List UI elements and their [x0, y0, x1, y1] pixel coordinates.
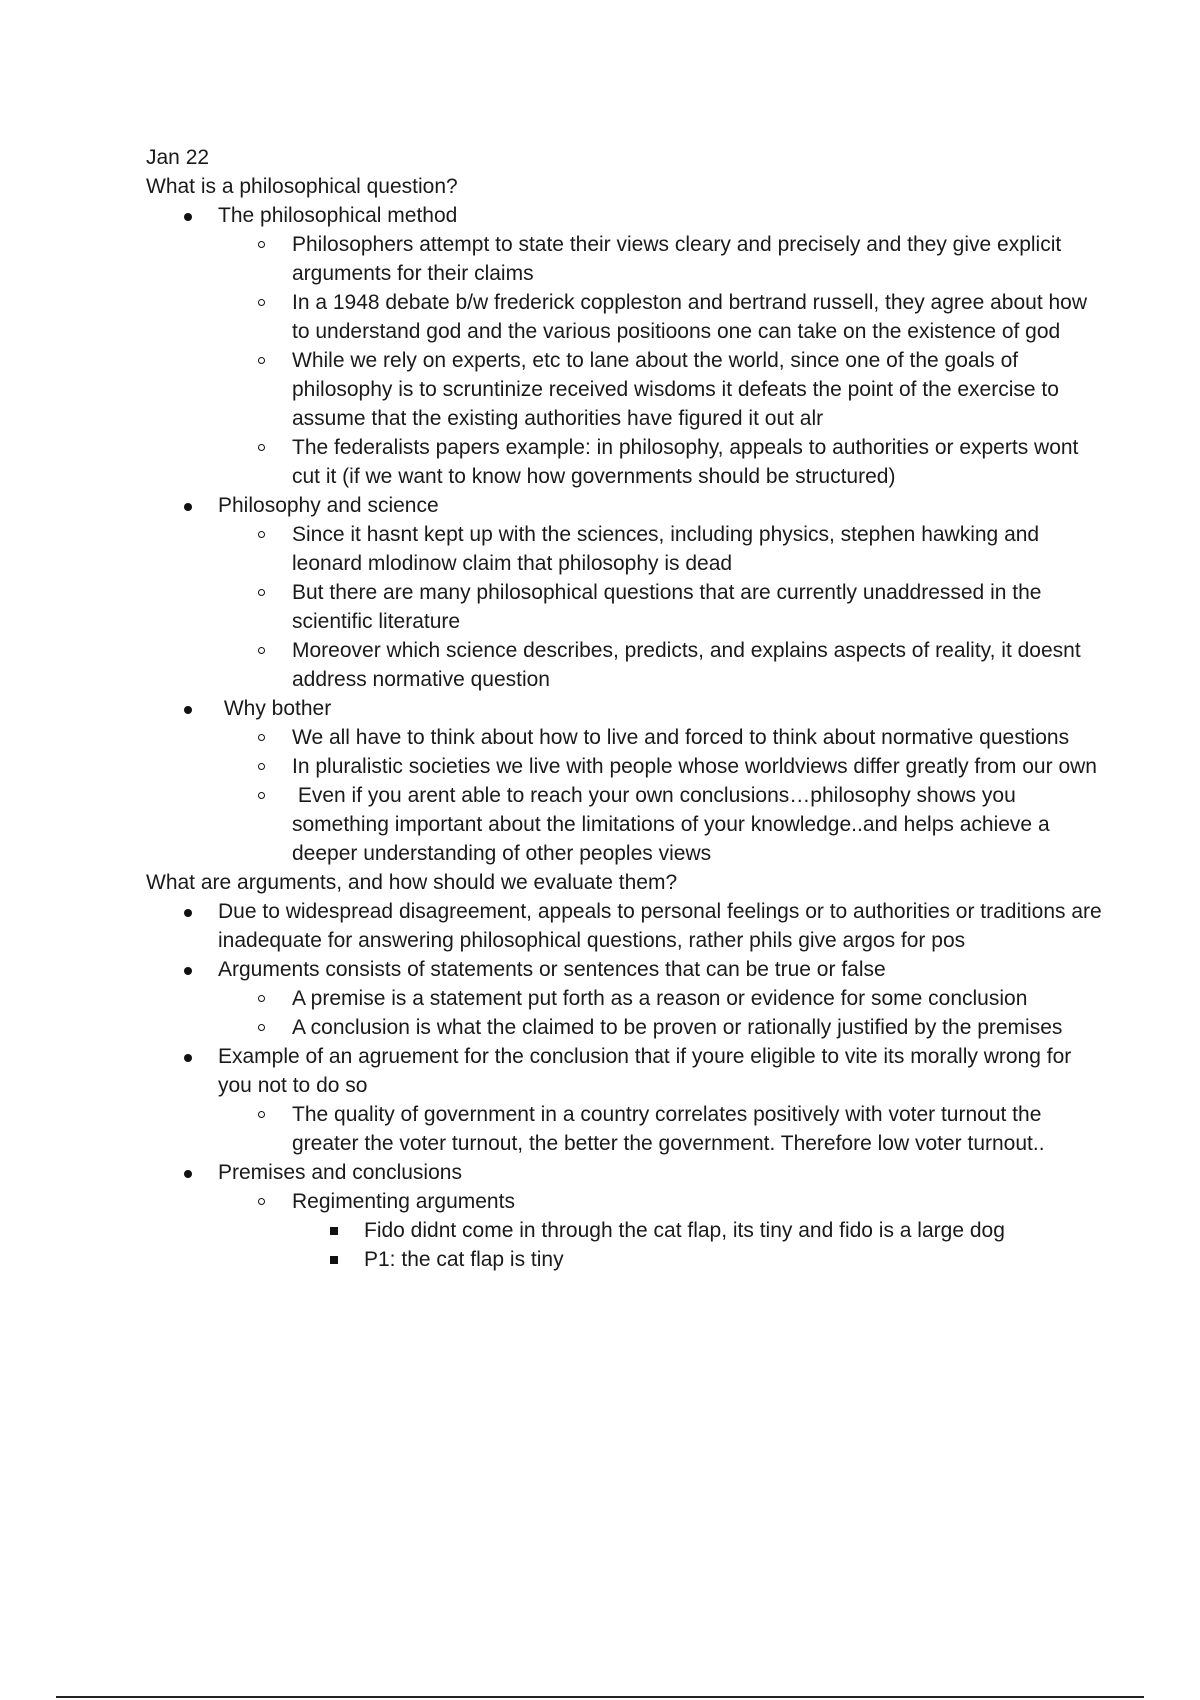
- circle-bullet-icon: [258, 1024, 265, 1031]
- list-item: Due to widespread disagreement, appeals to personal feelings or to authorities or traditions are inadequate for answering philosophical questions, rather phils give argos for pos: [146, 897, 1106, 955]
- list-item: Since it hasnt kept up with the sciences, including physics, stephen hawking and leonard mlodinow claim that philosophy is dead: [146, 520, 1106, 578]
- circle-bullet-icon: [258, 1198, 265, 1205]
- list-item: Why bother: [146, 694, 1106, 723]
- bullet-icon: [184, 1170, 192, 1178]
- list-item: Arguments consists of statements or sentences that can be true or false: [146, 955, 1106, 984]
- list-item: We all have to think about how to live and forced to think about normative questions: [146, 723, 1106, 752]
- circle-bullet-icon: [258, 589, 265, 596]
- circle-bullet-icon: [258, 734, 265, 741]
- list-item: The philosophical method: [146, 201, 1106, 230]
- bullet-list: [146, 897, 1106, 1274]
- bullet-icon: [184, 1054, 192, 1062]
- section-heading: What is a philosophical question?: [146, 175, 458, 198]
- list-item: The federalists papers example: in philosophy, appeals to authorities or experts wont cut it (if we want to know how governments should be structured): [146, 433, 1106, 491]
- list-item: P1: the cat flap is tiny: [146, 1245, 1106, 1274]
- list-item: The quality of government in a country correlates positively with voter turnout the greater the voter turnout, the better the government. Therefore low voter turnout..: [146, 1100, 1106, 1158]
- list-item: Even if you arent able to reach your own conclusions…philosophy shows you something important about the limitations of your knowledge..and helps achieve a deeper understanding of other peoples views: [146, 781, 1106, 868]
- circle-bullet-icon: [258, 357, 265, 364]
- list-item: In pluralistic societies we live with people whose worldviews differ greatly from our own: [146, 752, 1106, 781]
- section-heading: What are arguments, and how should we evaluate them?: [146, 871, 678, 894]
- circle-bullet-icon: [258, 1111, 265, 1118]
- square-bullet-icon: [330, 1256, 338, 1264]
- list-item: In a 1948 debate b/w frederick coppleston and bertrand russell, they agree about how to understand god and the various positioons one can take on the existence of god: [146, 288, 1106, 346]
- bullet-icon: [184, 706, 192, 714]
- bullet-icon: [184, 967, 192, 975]
- note-date: Jan 22: [146, 146, 210, 169]
- circle-bullet-icon: [258, 792, 265, 799]
- list-item: Philosophy and science: [146, 491, 1106, 520]
- list-item: Regimenting arguments: [146, 1187, 1106, 1216]
- list-item: A conclusion is what the claimed to be proven or rationally justified by the premises: [146, 1013, 1106, 1042]
- circle-bullet-icon: [258, 995, 265, 1002]
- notes-page: [146, 143, 1106, 1274]
- list-item: A premise is a statement put forth as a reason or evidence for some conclusion: [146, 984, 1106, 1013]
- list-item: While we rely on experts, etc to lane about the world, since one of the goals of philosophy is to scruntinize received wisdoms it defeats the point of the exercise to assume that the existing authorities have figured it out alr: [146, 346, 1106, 433]
- bullet-icon: [184, 213, 192, 221]
- circle-bullet-icon: [258, 241, 265, 248]
- circle-bullet-icon: [258, 444, 265, 451]
- list-item: Premises and conclusions: [146, 1158, 1106, 1187]
- circle-bullet-icon: [258, 299, 265, 306]
- list-item: Fido didnt come in through the cat flap, its tiny and fido is a large dog: [146, 1216, 1106, 1245]
- circle-bullet-icon: [258, 763, 265, 770]
- list-item: Moreover which science describes, predicts, and explains aspects of reality, it doesnt address normative question: [146, 636, 1106, 694]
- bullet-list: [146, 201, 1106, 868]
- list-item: Philosophers attempt to state their views cleary and precisely and they give explicit arguments for their claims: [146, 230, 1106, 288]
- bullet-icon: [184, 909, 192, 917]
- circle-bullet-icon: [258, 647, 265, 654]
- list-item: Example of an agruement for the conclusion that if youre eligible to vite its morally wrong for you not to do so: [146, 1042, 1106, 1100]
- bullet-icon: [184, 503, 192, 511]
- square-bullet-icon: [330, 1227, 338, 1235]
- circle-bullet-icon: [258, 531, 265, 538]
- page-bottom-rule: [56, 1696, 1144, 1698]
- list-item: But there are many philosophical questions that are currently unaddressed in the scientific literature: [146, 578, 1106, 636]
